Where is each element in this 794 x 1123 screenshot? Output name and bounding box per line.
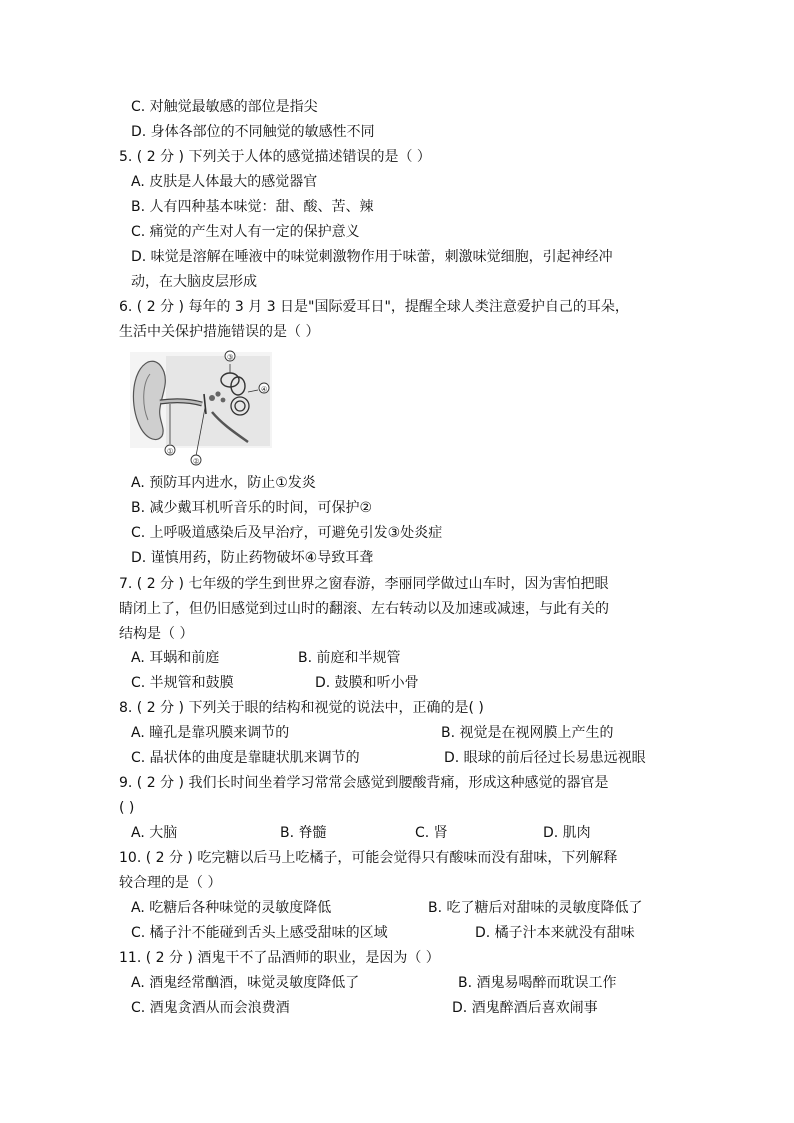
q9-stem-line1: 9. ( 2 分 ) 我们长时间坐着学习常常会感觉到腰酸背痛，形成这种感觉的器官是	[119, 775, 609, 791]
q7-stem-line1: 7. ( 2 分 ) 七年级的学生到世界之窗春游，李丽同学做过山车时，因为害怕把眼	[119, 576, 609, 592]
label-1: ①	[167, 447, 174, 456]
label-3: ③	[227, 353, 234, 362]
q10-option-a: A. 吃糖后各种味觉的灵敏度降低	[131, 900, 332, 916]
q11-option-a: A. 酒鬼经常酗酒，味觉灵敏度降低了	[131, 975, 360, 991]
q6-stem-line1: 6. ( 2 分 ) 每年的 3 月 3 日是"国际爱耳日"，提醒全球人类注意爱护自己的耳朵，	[119, 299, 629, 315]
q8-option-b: B. 视觉是在视网膜上产生的	[441, 725, 614, 741]
q6-option-d: D. 谨慎用药，防止药物破坏④导致耳聋	[131, 550, 374, 566]
ear-diagram-svg	[130, 350, 280, 468]
q9-option-c: C. 肾	[415, 825, 448, 841]
q8-option-c: C. 晶状体的曲度是靠睫状肌来调节的	[131, 750, 360, 766]
q8-option-a: A. 瞳孔是靠巩膜来调节的	[131, 725, 290, 741]
q9-stem-line2: ( )	[119, 800, 135, 816]
q7-stem-line2: 睛闭上了，但仍旧感觉到过山时的翻滚、左右转动以及加速或减速，与此有关的	[119, 601, 609, 617]
q10-stem-line1: 10. ( 2 分 ) 吃完糖以后马上吃橘子，可能会觉得只有酸味而没有甜味，下列解释	[119, 850, 618, 866]
q11-option-b: B. 酒鬼易喝醉而耽误工作	[458, 975, 617, 991]
q9-option-d: D. 肌肉	[543, 825, 591, 841]
q9-option-b: B. 脊髓	[280, 825, 327, 841]
q11-stem: 11. ( 2 分 ) 酒鬼干不了品酒师的职业，是因为（ ）	[119, 950, 440, 966]
q10-stem-line2: 较合理的是（ ）	[119, 875, 222, 891]
q5-stem: 5. ( 2 分 ) 下列关于人体的感觉描述错误的是（ ）	[119, 149, 431, 165]
q7-option-c: C. 半规管和鼓膜	[131, 675, 234, 691]
q11-option-c: C. 酒鬼贪酒从而会浪费酒	[131, 1000, 290, 1016]
q6-option-b: B. 减少戴耳机听音乐的时间，可保护②	[131, 500, 373, 516]
q4-option-c: C. 对触觉最敏感的部位是指尖	[131, 99, 318, 115]
q6-stem-line2: 生活中关保护措施错误的是（ ）	[119, 324, 320, 340]
q5-option-a: A. 皮肤是人体最大的感觉器官	[131, 174, 318, 190]
q5-option-d-line1: D. 味觉是溶解在唾液中的味觉刺激物作用于味蕾，刺激味觉细胞，引起神经冲	[131, 249, 613, 265]
q5-option-c: C. 痛觉的产生对人有一定的保护意义	[131, 224, 360, 240]
q11-option-d: D. 酒鬼醉酒后喜欢闹事	[452, 1000, 598, 1016]
q7-stem-line3: 结构是（ ）	[119, 626, 194, 642]
q6-option-a: A. 预防耳内进水，防止①发炎	[131, 475, 316, 491]
q4-option-d: D. 身体各部位的不同触觉的敏感性不同	[131, 124, 375, 140]
q5-option-d-line2: 动，在大脑皮层形成	[131, 274, 257, 290]
q7-option-d: D. 鼓膜和听小骨	[315, 675, 419, 691]
q10-option-c: C. 橘子汁不能碰到舌头上感受甜味的区域	[131, 925, 388, 941]
label-4: ④	[261, 385, 268, 394]
q8-stem: 8. ( 2 分 ) 下列关于眼的结构和视觉的说法中，正确的是( )	[119, 700, 484, 716]
q10-option-d: D. 橘子汁本来就没有甜味	[475, 925, 635, 941]
q5-option-b: B. 人有四种基本味觉：甜、酸、苦、辣	[131, 199, 374, 215]
q8-option-d: D. 眼球的前后径过长易患远视眼	[444, 750, 646, 766]
label-2: ②	[193, 457, 200, 466]
q10-option-b: B. 吃了糖后对甜味的灵敏度降低了	[428, 900, 643, 916]
ear-diagram	[130, 350, 280, 468]
q7-option-a: A. 耳蜗和前庭	[131, 650, 220, 666]
q7-option-b: B. 前庭和半规管	[298, 650, 401, 666]
q9-option-a: A. 大脑	[131, 825, 178, 841]
q6-option-c: C. 上呼吸道感染后及早治疗，可避免引发③处炎症	[131, 525, 443, 541]
